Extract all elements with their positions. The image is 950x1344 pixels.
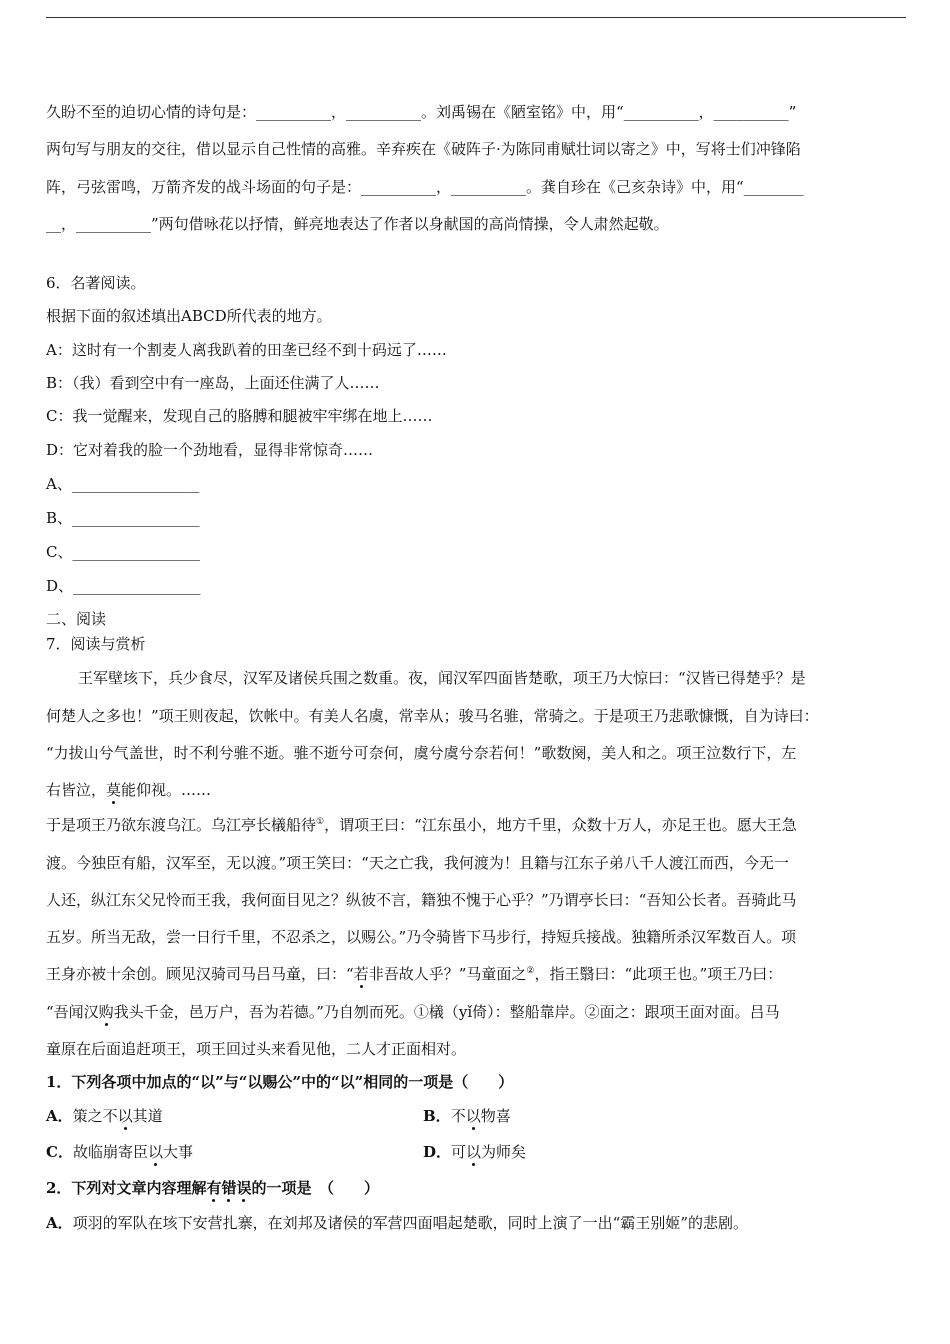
text-segment: 项羽的军队在垓下安营扎寨，在刘邦及诸侯的军营四面唱起楚歌，同时上演了一出“霸王别姬”的悲剧。 [72,1214,748,1232]
text-segment: 能仰视。…… [121,781,212,799]
passage-line: 五岁。所当无敌，尝一日行千里，不忍杀之，以赐公。”乃令骑皆下马步行，持短兵接战。独籍所杀汉军数百人。项 [46,928,797,946]
fill-in-line-4: __，__________”两句借咏花以抒情，鲜亮地表达了作者以身献国的高尚情操，令人肃然起敬。 [46,215,669,233]
dotted-char: 有 [206,1179,222,1197]
fill-in-line-3: 阵，弓弦雷鸣，万箭齐发的战斗场面的句子是：__________，__________。龚自珍在《己亥杂诗》中，用“________ [46,178,804,196]
q6-clue-b: B：（我）看到空中有一座岛，上面还住满了人…… [46,374,380,392]
text-segment: 大事 [162,1143,193,1161]
text-segment: 王身亦被十余创。顾见汉骑司马吕马童，曰：“ [46,965,354,983]
passage-line: 童原在后面追赶项王，项王回过头来看见他，二人才正面相对。 [46,1040,467,1058]
passage-line: “力拔山兮气盖世，时不利兮骓不逝。骓不逝兮可奈何，虞兮虞兮奈若何！”歌数阕，美人和之。项王泣数行下，左 [46,744,797,762]
option-label: A． [46,1107,73,1125]
passage-line: 人还，纵江东父兄怜而王我，我何面目见之？纵彼不言，籍独不愧于心乎？”乃谓亭长曰：“吾知公长者。吾骑此马 [46,891,797,909]
passage-line: 渡。今独臣有船，汉军至，无以渡。”项王笑曰：“天之亡我，我何渡为！且籍与江东子弟八千人渡江而西，今无一 [46,854,789,872]
dotted-char: 以 [117,1107,133,1125]
header-rule [46,17,906,18]
dotted-char: 错 [221,1179,237,1197]
dotted-char: 若 [353,965,369,983]
q1-option-b [423,1106,511,1126]
dotted-char: 误 [236,1179,252,1197]
passage-line: 何楚人之多也！”项王则夜起，饮帐中。有美人名虞，常幸从；骏马名骓，常骑之。于是项王乃悲歌慷慨，自为诗曰： [46,707,819,725]
q6-instruction: 根据下面的叙述填出ABCD所代表的地方。 [46,307,332,325]
text-segment: 为师矣 [481,1143,527,1161]
text-segment: 其道 [132,1107,163,1125]
text-segment: 右皆泣， [46,781,107,799]
dotted-char: 莫 [106,781,122,799]
text-segment: “吾闻汉 [46,1003,99,1021]
text-segment: ，谓项王曰：“江东虽小，地方千里，众数十万人，亦足王也。愿大王急 [324,816,797,834]
dotted-char: 以 [466,1143,482,1161]
q2-option-a [46,1213,748,1233]
q2-stem [46,1178,379,1198]
text-segment: 策之不 [72,1107,118,1125]
q1-option-a [46,1107,163,1125]
text-segment: 物喜 [480,1107,511,1125]
text-segment: 不 [450,1107,466,1125]
passage-line [46,780,211,800]
fill-in-line-1: 久盼不至的迫切心情的诗句是：__________，__________。刘禹锡在《陋室铭》中，用“__________，__________” [46,103,797,121]
text-segment: 我头千金，邑万户，吾为若德。”乃自刎而死。①檥（yǐ倚）：整船靠岸。②面之：跟项王面对面。吕马 [113,1003,780,1021]
passage-line [46,1002,780,1022]
q6-title: 6．名著阅读。 [46,274,146,292]
passage-line [46,815,797,835]
footnote-marker: ② [526,966,535,976]
q1-stem-text: 1．下列各项中加点的“以”与“以赐公”中的“以”相同的一项是（ ） [46,1073,514,1091]
text-segment: ，指王翳曰：“此项王也。”项王乃曰： [534,965,783,983]
option-label: D． [423,1143,452,1161]
q6-clue-d: D：它对着我的脸一个劲地看，显得非常惊奇…… [46,441,374,459]
text-segment: 于是项王乃欲东渡乌江。乌江亭长檥船待 [46,816,317,834]
text-segment: 非吾故人乎？”马童面之 [368,965,527,983]
option-label: A． [46,1214,73,1232]
q1-options-row-2 [46,1142,906,1162]
q6-answer-b: B、_________________ [46,509,200,527]
option-label: C． [46,1143,73,1161]
q6-clue-a: A：这时有一个割麦人离我趴着的田垄已经不到十码远了…… [46,341,447,359]
q1-stem [46,1072,513,1092]
q1-options-row-1 [46,1106,906,1126]
fill-in-line-2: 两句写与朋友的交往，借以显示自己性情的高雅。辛弃疾在《破阵子·为陈同甫赋壮词以寄之》中，写将士们冲锋陷 [46,140,801,158]
dotted-char: 购 [98,1003,114,1021]
q6-answer-d: D、_________________ [46,577,201,595]
passage-line: 王军壁垓下，兵少食尽，汉军及诸侯兵围之数重。夜，闻汉军四面皆楚歌，项王乃大惊曰：“汉皆已得楚乎？是 [78,669,806,687]
section-heading: 二、阅读 [46,610,107,628]
dotted-char: 以 [147,1143,163,1161]
text-segment: 故临崩寄臣 [72,1143,148,1161]
text-segment: 2．下列对文章内容理解 [46,1179,207,1197]
passage-line [46,964,782,984]
q1-option-c [46,1143,193,1161]
q6-answer-c: C、_________________ [46,543,200,561]
option-label: B． [423,1107,451,1125]
q6-clue-c: C：我一觉醒来，发现自己的胳膊和腿被牢牢绑在地上…… [46,407,433,425]
text-segment: 的一项是 （ ） [251,1179,380,1197]
dotted-char: 以 [465,1107,481,1125]
text-segment: 可 [451,1143,467,1161]
q7-title: 7．阅读与赏析 [46,635,146,653]
q1-option-d [423,1142,526,1162]
footnote-marker: ① [316,817,325,827]
q6-answer-a: A、_________________ [46,475,200,493]
